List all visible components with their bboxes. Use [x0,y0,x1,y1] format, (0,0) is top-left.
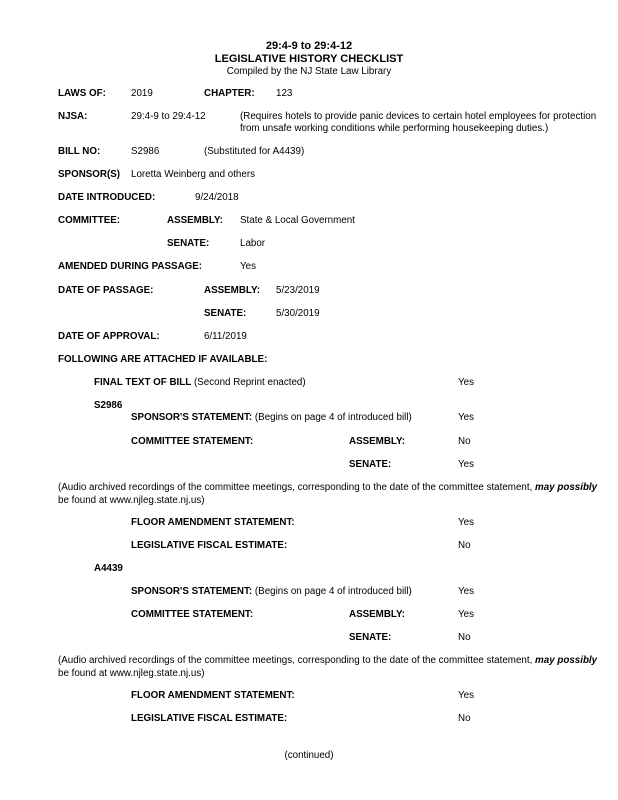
passage-assembly-value: 5/23/2019 [276,285,320,296]
a4439-senate-value: No [458,632,471,643]
chapter-value: 123 [276,88,293,99]
sponsors-label: SPONSOR(S) [58,169,121,180]
doc-title-line2: LEGISLATIVE HISTORY CHECKLIST [214,53,404,65]
approval-value: 6/11/2019 [204,331,247,342]
a4439-sponsor-label: SPONSOR'S STATEMENT: [131,586,253,597]
a4439-fiscal-label: LEGISLATIVE FISCAL ESTIMATE: [131,713,288,724]
s2986-committee-label: COMMITTEE STATEMENT: [131,436,254,447]
a4439-audio-before: (Audio archived recordings of the committee meetings, corresponding to the date of the committee statement, [58,655,536,666]
a4439-floor-value: Yes [458,690,474,701]
committee-senate-label: SENATE: [167,238,210,249]
passage-assembly-label: ASSEMBLY: [204,285,261,296]
doc-subtitle: Compiled by the NJ State Law Library [226,66,392,77]
s2986-senate-value: Yes [458,459,474,470]
final-text-label: FINAL TEXT OF BILL [94,377,192,388]
a4439-audio-note [58,655,606,680]
continued-footer: (continued) [284,750,334,761]
doc-title-line1: 29:4-9 to 29:4-12 [265,40,353,52]
s2986-audio-emphasis: may possibly [535,482,598,493]
njsa-value: 29:4-9 to 29:4-12 [131,111,206,122]
bill-no-value: S2986 [131,146,160,157]
laws-of-value: 2019 [131,88,153,99]
s2986-audio-before: (Audio archived recordings of the committee meetings, corresponding to the date of the committee statement, [58,482,536,493]
s2986-sponsor-note: (Begins on page 4 of introduced bill) [254,412,412,423]
final-text-note: (Second Reprint enacted) [193,377,306,388]
bill-no-label: BILL NO: [58,146,101,157]
a4439-audio-emphasis: may possibly [535,655,598,666]
s2986-sponsor-value: Yes [458,412,474,423]
committee-assembly-value: State & Local Government [240,215,355,226]
passage-senate-value: 5/30/2019 [276,308,320,319]
njsa-description-line2: from unsafe working conditions while performing housekeeping duties.) [240,123,549,134]
a4439-fiscal-value: No [458,713,471,724]
laws-of-label: LAWS OF: [58,88,106,99]
date-introduced-value: 9/24/2018 [195,192,239,203]
njsa-description-line1: (Requires hotels to provide panic devices to certain hotel employees for protection [240,111,597,122]
a4439-floor-label: FLOOR AMENDMENT STATEMENT: [131,690,295,701]
s2986-senate-label: SENATE: [349,459,392,470]
passage-senate-label: SENATE: [204,308,247,319]
passage-label: DATE OF PASSAGE: [58,285,154,296]
attached-heading: FOLLOWING ARE ATTACHED IF AVAILABLE: [58,354,268,365]
a4439-committee-label: COMMITTEE STATEMENT: [131,609,254,620]
amended-label: AMENDED DURING PASSAGE: [58,261,203,272]
s2986-assembly-value: No [458,436,471,447]
date-introduced-label: DATE INTRODUCED: [58,192,156,203]
a4439-heading: A4439 [94,563,123,574]
amended-value: Yes [240,261,256,272]
a4439-assembly-label: ASSEMBLY: [349,609,406,620]
njsa-label: NJSA: [58,111,88,122]
committee-label: COMMITTEE: [58,215,121,226]
a4439-audio-after: be found at www.njleg.state.nj.us) [58,667,205,679]
s2986-heading: S2986 [94,400,123,411]
s2986-audio-after: be found at www.njleg.state.nj.us) [58,494,205,506]
s2986-audio-note [58,482,606,507]
s2986-floor-label: FLOOR AMENDMENT STATEMENT: [131,517,295,528]
chapter-label: CHAPTER: [204,88,255,99]
final-text-value: Yes [458,377,474,388]
s2986-floor-value: Yes [458,517,474,528]
s2986-sponsor-label: SPONSOR'S STATEMENT: [131,412,253,423]
a4439-sponsor-note: (Begins on page 4 of introduced bill) [254,586,412,597]
approval-label: DATE OF APPROVAL: [58,331,160,342]
s2986-assembly-label: ASSEMBLY: [349,436,406,447]
s2986-fiscal-value: No [458,540,471,551]
sponsors-value: Loretta Weinberg and others [131,169,255,180]
a4439-assembly-value: Yes [458,609,474,620]
committee-assembly-label: ASSEMBLY: [167,215,224,226]
a4439-sponsor-value: Yes [458,586,474,597]
committee-senate-value: Labor [240,238,266,249]
s2986-fiscal-label: LEGISLATIVE FISCAL ESTIMATE: [131,540,288,551]
a4439-senate-label: SENATE: [349,632,392,643]
bill-no-note: (Substituted for A4439) [204,146,305,157]
